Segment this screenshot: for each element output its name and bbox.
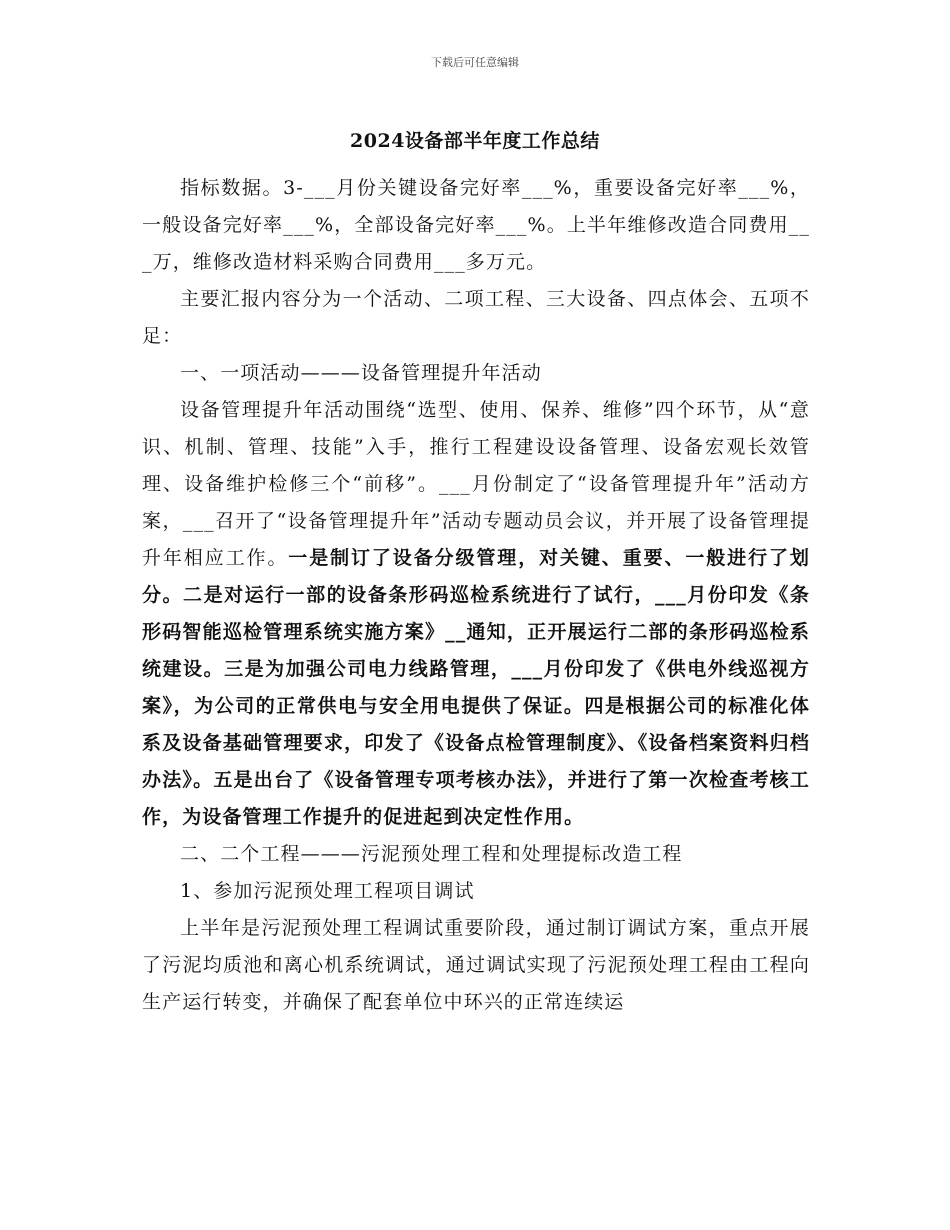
subsection-heading-sludge-commissioning: 1、参加污泥预处理工程项目调试	[180, 880, 475, 902]
activity-detail-bold-text: 一是制订了设备分级管理，对关键、重要、一般进行了划分。二是对运行一部的设备条形码巡检系统进行了试行，___月份印发《条形码智能巡检管理系统实施方案》__通知，正开展运行二部的条形码巡检系统建设。三是为加强公司电力线路管理，___月份印发了《供电外线巡视方案》，为公司的正常供电与安全用电提供了保证。四是根据公司的标准化体系及设备基础管理要求，印发了《设备点检管理制度》、《设备档案资料归档办法》。五是出台了《设备管理专项考核办法》，并进行了第一次检查考核工作，为设备管理工作提升的促进起到决定性作用。	[142, 547, 810, 828]
document-body	[142, 170, 810, 1021]
paragraph-report-outline: 主要汇报内容分为一个活动、二项工程、三大设备、四点体会、五项不足：	[142, 288, 810, 347]
section-heading-activity: 一、一项活动———设备管理提升年活动	[180, 362, 542, 384]
activity-detail-text: 设备管理提升年活动围绕“选型、使用、保养、维修”四个环节，从“意识、机制、管理、技能”入手，推行工程建设设备管理、设备宏观长效管理、设备维护检修三个“前移”。___月份制定了“设备管理提升年”活动方案，___召开了“设备管理提升年”活动专题动员会议，并开展了设备管理提升年相应工作。	[142, 399, 810, 569]
document-title: 2024设备部半年度工作总结	[350, 130, 600, 152]
paragraph-sludge-commissioning: 上半年是污泥预处理工程调试重要阶段，通过制订调试方案，重点开展了污泥均质池和离心机系统调试，通过调试实现了污泥预处理工程由工程向生产运行转变，并确保了配套单位中环兴的正常连续运	[142, 917, 810, 1013]
header-note: 下载后可任意编辑	[431, 56, 519, 69]
section-heading-projects: 二、二个工程———污泥预处理工程和处理提标改造工程	[180, 843, 683, 865]
paragraph-activity-detail	[142, 392, 810, 836]
paragraph-indicators: 指标数据。3-___月份关键设备完好率___%，重要设备完好率___%，一般设备完好率___%，全部设备完好率___%。上半年维修改造合同费用___万，维修改造材料采购合同费用___多万元。	[142, 177, 810, 273]
